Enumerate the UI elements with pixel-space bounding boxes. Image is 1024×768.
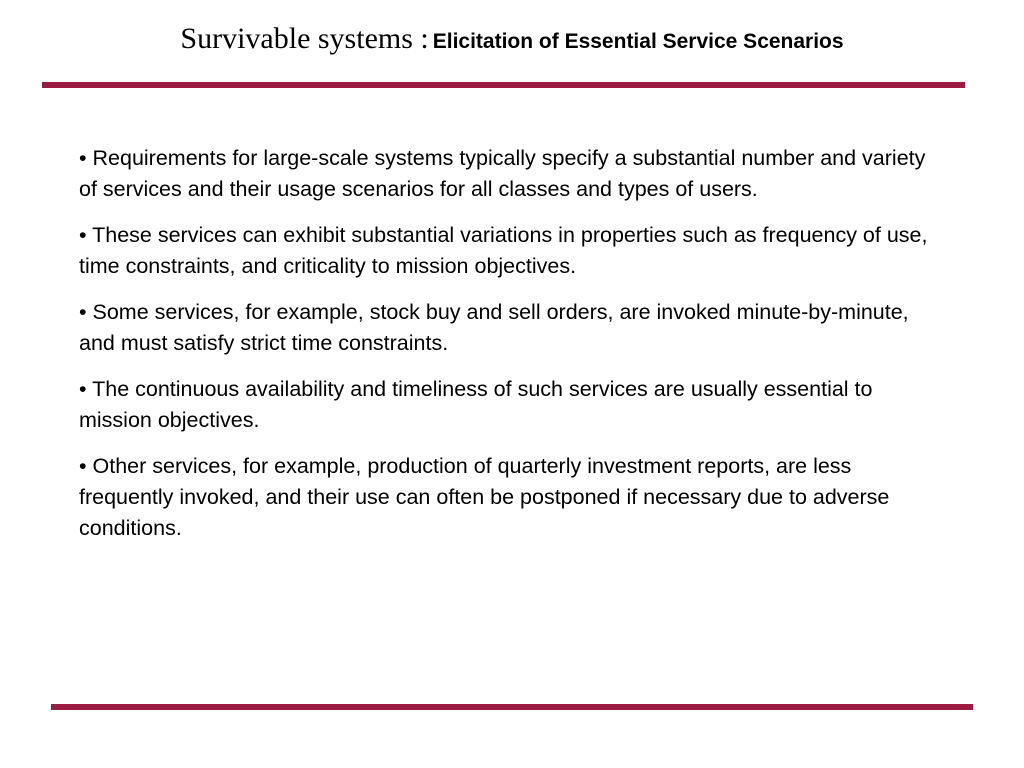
- bullet-item-2: • These services can exhibit substantial variations in properties such as frequency of use, time constraints, and criticality to mission objectives.: [79, 223, 928, 278]
- bullet-item-1: • Requirements for large-scale systems typically specify a substantial number and variety of services and their usage scenarios for all classes and types of users.: [79, 146, 926, 201]
- slide-title-main: Survivable systems :: [180, 22, 429, 55]
- bullet-item-4: • The continuous availability and timeliness of such services are usually essential to mission objectives.: [79, 377, 873, 432]
- slide-title: [0, 22, 1024, 56]
- top-divider: [42, 82, 965, 88]
- bottom-divider: [51, 704, 973, 710]
- slide-title-subtitle: Elicitation of Essential Service Scenarios: [432, 30, 844, 53]
- slide-body: [79, 143, 929, 559]
- bullet-item-5: • Other services, for example, production of quarterly investment reports, are less frequently invoked, and their use can often be postponed if necessary due to adverse conditions.: [79, 454, 890, 540]
- bullet-item-3: • Some services, for example, stock buy and sell orders, are invoked minute-by-minute, and must satisfy strict time constraints.: [79, 300, 909, 355]
